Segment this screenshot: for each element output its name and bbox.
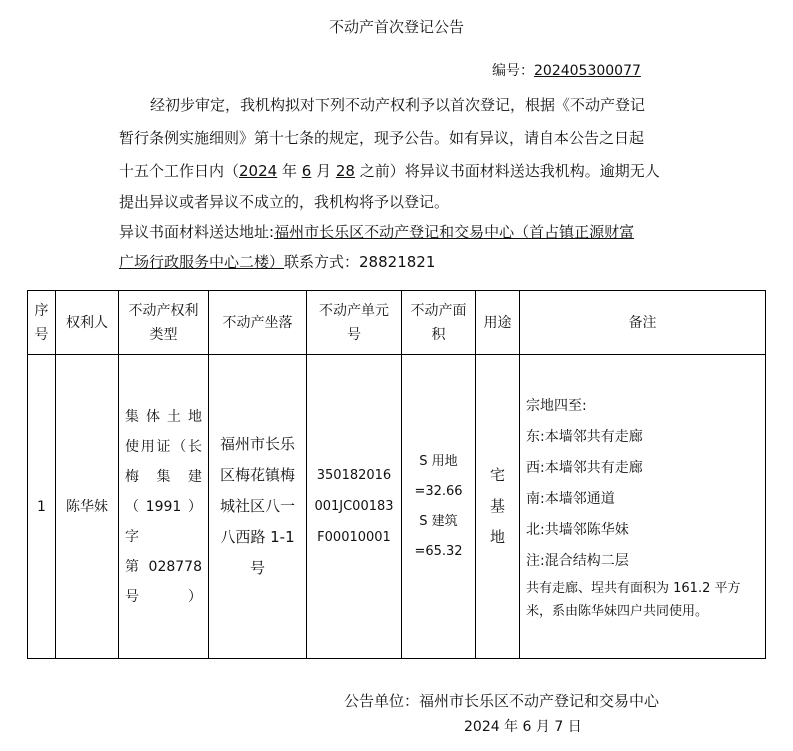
- note-line: 西:本墙邻共有走廊: [526, 459, 643, 476]
- cell-owner: 陈华妹: [56, 355, 119, 659]
- body-line-1: 经初步审定，我机构拟对下列不动产权利予以首次登记，根据《不动产登记: [150, 96, 646, 114]
- note-line: 东:本墙邻共有走廊: [526, 428, 643, 445]
- cell-unit-no: 350182016 001JC00183 F00010001: [307, 355, 402, 659]
- body-line-4: 提出异议或者异议不成立的，我机构将予以登记。: [119, 193, 450, 211]
- serial-value: 202405300077: [534, 63, 641, 79]
- table-header-row: [28, 291, 766, 355]
- cell-seq: 1: [28, 355, 56, 659]
- contact-info: 联系方式：28821821: [284, 253, 436, 271]
- header-right-type: 不动产权利 类型: [119, 291, 209, 355]
- header-seq: 序 号: [28, 291, 56, 355]
- note-line: 南:本墙邻通道: [526, 490, 615, 507]
- registration-table: [27, 290, 766, 659]
- cell-location: 福州市长乐 区梅花镇梅 城社区八一 八西路 1-1 号: [209, 355, 307, 659]
- address-value-2: 广场行政服务中心二楼）: [119, 253, 285, 271]
- header-location: 不动产坐落: [209, 291, 307, 355]
- address-value-1: 福州市长乐区不动产登记和交易中心（首占镇正源财富: [274, 223, 635, 241]
- cell-right-type: 集体土地 使用证（长 梅 集 建 （1991）字 第 028778 号）: [119, 355, 209, 659]
- note-line: 共有走廊、埕共有面积为 161.2 平方米，系由陈华妹四户共同使用。: [526, 580, 741, 619]
- cell-area: S 用地 =32.66 S 建筑 =65.32: [402, 355, 476, 659]
- table-row: [28, 355, 766, 659]
- address-line-1: [119, 221, 634, 242]
- page-title: 不动产首次登记公告: [328, 18, 464, 36]
- header-unit-no: 不动产单元 号: [307, 291, 402, 355]
- body-line-2: 暂行条例实施细则》第十七条的规定，现予公告。如有异议，请自本公告之日起: [119, 129, 645, 147]
- header-owner: 权利人: [56, 291, 119, 355]
- issuer: 公告单位：福州市长乐区不动产登记和交易中心: [344, 692, 660, 710]
- note-line: 北:共墙邻陈华妹: [526, 521, 629, 538]
- body-line-3: 十五个工作日内（2024 年 6 月 28 之前）将异议书面材料送达我机构。逾期无人: [119, 162, 660, 180]
- note-line: 注:混合结构二层: [526, 552, 629, 569]
- serial-number: [492, 60, 641, 80]
- announcement-date: 2024 年 6 月 7 日: [464, 719, 582, 735]
- note-line: 宗地四至:: [526, 397, 587, 414]
- cell-notes: [520, 355, 766, 659]
- header-notes: 备注: [520, 291, 766, 355]
- header-area: 不动产面 积: [402, 291, 476, 355]
- header-usage: 用途: [476, 291, 520, 355]
- serial-label: 编号：: [492, 63, 534, 79]
- address-line-2: [119, 251, 435, 272]
- cell-usage: 宅 基 地: [476, 355, 520, 659]
- address-label: 异议书面材料送达地址:: [119, 223, 275, 241]
